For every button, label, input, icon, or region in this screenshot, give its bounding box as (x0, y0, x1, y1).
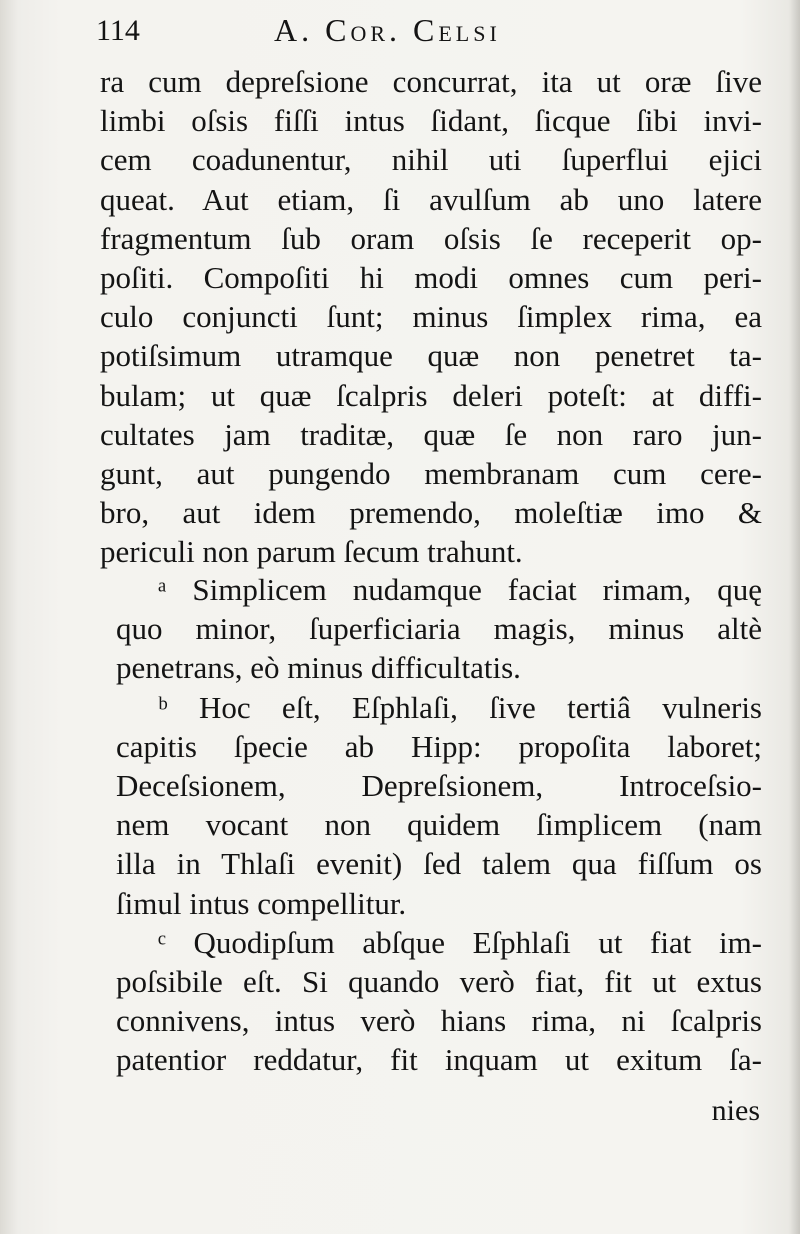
note-line: ᶜ Quodipſum abſque Eſphlaſi ut fiat im- (158, 924, 762, 960)
main-text-block (100, 62, 762, 571)
text-line: bulam; ut quæ ſcalpris deleri poteſt: at diffi- (100, 377, 762, 413)
page-number: 114 (96, 14, 140, 47)
note-line: ſimul intus compellitur. (116, 885, 407, 921)
text-line: ra cum depreſsione concurrat, ita ut oræ ſive (100, 64, 762, 99)
note-line: illa in Thlaſi evenit) ſed talem qua fiſſum os (116, 846, 762, 882)
note-line: penetrans, eò minus difficultatis. (116, 650, 521, 686)
text-line: cultates jam traditæ, quæ ſe non raro jun- (100, 416, 762, 452)
note-line: capitis ſpecie ab Hipp: propoſita laboret; (116, 728, 762, 764)
text-line: limbi oſsis fiſſi intus ſidant, ſicque ſibi invi- (100, 103, 762, 139)
catchword: nies (711, 1094, 760, 1127)
note-line: Deceſsionem, Depreſsionem, Introceſsio- (116, 767, 762, 803)
text-line: queat. Aut etiam, ſi avulſum ab uno latere (100, 181, 762, 217)
text-line: gunt, aut pungendo membranam cum cere- (100, 455, 762, 491)
page-edge-shadow (788, 0, 800, 1234)
running-head: A. Cor. Celsi (274, 12, 501, 48)
note-line: connivens, intus verò hians rima, ni ſcalpris (116, 1003, 762, 1039)
note-line: patentior reddatur, fit inquam ut exitum ſa- (116, 1042, 762, 1078)
text-line: cem coadunentur, nihil uti ſuperflui ejici (100, 142, 762, 178)
note-line: ᵃ Simplicem nudamque faciat rimam, quę (158, 572, 762, 607)
note-line: quo minor, ſuperficiaria magis, minus altè (116, 611, 762, 647)
page-header (96, 8, 776, 52)
note-line: ᵇ Hoc eſt, Eſphlaſi, ſive tertiâ vulneris (158, 689, 762, 725)
text-line: periculi non parum ſecum trahunt. (100, 534, 523, 570)
text-line: potiſsimum utramque quæ non penetret ta- (100, 338, 762, 374)
text-line: culo conjuncti ſunt; minus ſimplex rima, ea (100, 299, 762, 335)
text-line: fragmentum ſub oram oſsis ſe receperit op- (100, 220, 762, 256)
note-line: nem vocant non quidem ſimplicem (nam (116, 807, 762, 843)
note-line: poſsibile eſt. Si quando verò fiat, fit ut extus (116, 963, 762, 999)
text-line: bro, aut idem premendo, moleſtiæ imo & (100, 495, 762, 531)
text-line: poſiti. Compoſiti hi modi omnes cum peri- (100, 259, 762, 295)
annotations-block (116, 570, 762, 1079)
